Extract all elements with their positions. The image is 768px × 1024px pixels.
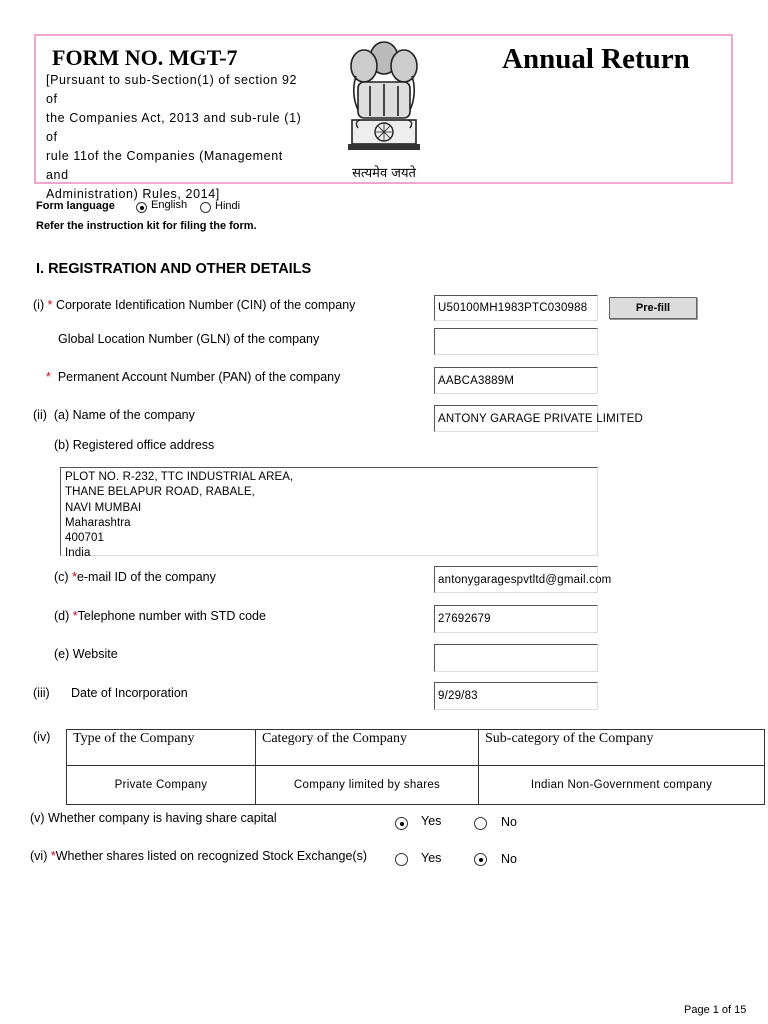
- gln-label: Global Location Number (GLN) of the company: [58, 332, 320, 346]
- address-line: India: [65, 547, 91, 560]
- address-line: THANE BELAPUR ROAD, RABALE,: [65, 486, 255, 499]
- listed-number: (vi): [30, 849, 48, 863]
- pursuant-line: Administration) Rules, 2014]: [46, 187, 220, 201]
- phone-label: [54, 609, 266, 623]
- listed-no-label: No: [501, 852, 517, 866]
- company-type-table: [66, 729, 765, 805]
- pursuant-line: rule 11of the Companies (Management and: [46, 149, 283, 182]
- required-marker: *: [72, 609, 78, 623]
- share-capital-label: (v) Whether company is having share capital: [30, 811, 277, 825]
- section-ii-number: (ii): [33, 408, 47, 422]
- listed-yes-label: Yes: [421, 851, 442, 865]
- language-hindi-label: Hindi: [215, 200, 241, 212]
- form-language-label: Form language: [36, 200, 115, 212]
- doi-number: (iii): [33, 686, 50, 700]
- company-type-number: (iv): [33, 730, 51, 744]
- emblem-motto: सत्यमेव जयते: [352, 166, 416, 181]
- company-type-value: Private Company: [67, 766, 256, 805]
- form-number: FORM NO. MGT-7: [52, 45, 238, 70]
- address-textarea[interactable]: [60, 467, 598, 560]
- cin-label-text: Corporate Identification Number (CIN) of the company: [55, 298, 356, 312]
- table-header-cell: Sub-category of the Company: [479, 730, 765, 766]
- company-category-value: Company limited by shares: [256, 766, 479, 805]
- gln-field[interactable]: [434, 328, 598, 355]
- page-number: Page 1 of 15: [684, 1004, 747, 1016]
- pursuant-line: [Pursuant to sub-Section(1) of section 92 of: [46, 73, 298, 106]
- table-header-cell: Category of the Company: [256, 730, 479, 766]
- listed-no-radio[interactable]: [474, 853, 487, 866]
- pan-field[interactable]: AABCA3889M: [434, 367, 598, 394]
- share-capital-no-label: No: [501, 815, 517, 829]
- phone-field[interactable]: 27692679: [434, 605, 598, 633]
- pan-label-text: Permanent Account Number (PAN) of the company: [57, 370, 341, 384]
- email-label: [54, 570, 216, 584]
- address-line: PLOT NO. R-232, TTC INDUSTRIAL AREA,: [65, 471, 294, 483]
- website-field[interactable]: [434, 644, 598, 672]
- address-line: NAVI MUMBAI: [65, 501, 142, 514]
- email-field[interactable]: antonygaragespvtltd@gmail.com: [434, 566, 598, 593]
- cin-number: (i): [33, 298, 45, 312]
- website-label: (e) Website: [54, 647, 118, 661]
- required-marker: *: [46, 370, 51, 384]
- address-label: (b) Registered office address: [54, 438, 215, 452]
- section-title: I. REGISTRATION AND OTHER DETAILS: [36, 261, 312, 277]
- company-subcategory-value: Indian Non-Government company: [479, 766, 765, 805]
- email-label-prefix: (c): [54, 570, 69, 584]
- state-emblem-icon: [334, 36, 434, 164]
- address-line: Maharashtra: [65, 516, 131, 529]
- phone-label-text: Telephone number with STD code: [77, 609, 266, 623]
- phone-label-prefix: (d): [54, 609, 70, 623]
- cin-label: [33, 298, 355, 312]
- language-english-label: English: [151, 199, 188, 211]
- listed-label-text: Whether shares listed on recognized Stock Exchange(s): [55, 849, 367, 863]
- share-capital-yes-label: Yes: [421, 814, 442, 828]
- email-label-text: e-mail ID of the company: [76, 570, 216, 584]
- share-capital-yes-radio[interactable]: [395, 817, 408, 830]
- table-header-row: [67, 730, 765, 766]
- required-marker: *: [50, 849, 56, 863]
- form-title: Annual Return: [502, 43, 690, 75]
- pursuant-text: [46, 71, 306, 204]
- address-line: 400701: [65, 532, 104, 545]
- language-english-radio[interactable]: [136, 202, 147, 213]
- language-hindi-radio[interactable]: [200, 202, 211, 213]
- company-name-label-text: (a) Name of the company: [53, 408, 195, 422]
- company-name-label: [33, 408, 195, 422]
- required-marker: *: [47, 298, 53, 312]
- pursuant-line: the Companies Act, 2013 and sub-rule (1) of: [46, 111, 302, 144]
- instruction-text: Refer the instruction kit for filing the form.: [36, 220, 257, 232]
- share-capital-no-radio[interactable]: [474, 817, 487, 830]
- listed-yes-radio[interactable]: [395, 853, 408, 866]
- cin-field[interactable]: U50100MH1983PTC030988: [434, 295, 598, 321]
- listed-label: [30, 849, 367, 863]
- doi-label: Date of Incorporation: [71, 686, 188, 700]
- company-name-field[interactable]: ANTONY GARAGE PRIVATE LIMITED: [434, 405, 598, 432]
- required-marker: *: [72, 570, 77, 584]
- doi-field[interactable]: 9/29/83: [434, 682, 598, 710]
- table-row: [67, 766, 765, 805]
- table-header-cell: Type of the Company: [67, 730, 256, 766]
- pan-label: [46, 370, 340, 384]
- prefill-button[interactable]: Pre-fill: [609, 297, 697, 319]
